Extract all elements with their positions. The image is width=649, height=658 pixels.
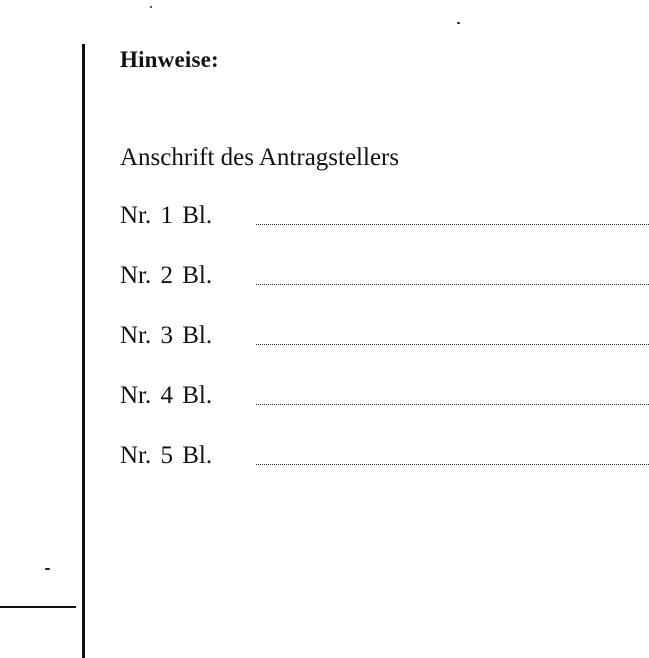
bottom-left-horizontal-rule [0, 606, 76, 608]
entry-row-3 [120, 317, 649, 377]
notes-heading: Hinweise: [120, 47, 219, 72]
dotted-fill-line[interactable] [256, 404, 649, 405]
entry-row-4 [120, 377, 649, 437]
dotted-fill-line[interactable] [256, 224, 649, 225]
entry-row-2 [120, 257, 649, 317]
dotted-fill-line[interactable] [256, 344, 649, 345]
left-vertical-rule [82, 44, 85, 658]
entry-label: Nr. 5 Bl. [120, 442, 213, 469]
entry-label: Nr. 1 Bl. [120, 202, 213, 229]
entry-label: Nr. 2 Bl. [120, 262, 213, 289]
entry-row-5 [120, 437, 649, 497]
address-entry-list [120, 197, 649, 497]
scan-speck [150, 6, 152, 8]
entry-row-1 [120, 197, 649, 257]
dotted-fill-line[interactable] [256, 464, 649, 465]
dotted-fill-line[interactable] [256, 284, 649, 285]
scan-speck [45, 568, 50, 570]
entry-label: Nr. 4 Bl. [120, 382, 213, 409]
entry-label: Nr. 3 Bl. [120, 322, 213, 349]
applicant-address-heading: Anschrift des Antragstellers [120, 144, 400, 171]
scan-speck [457, 22, 460, 24]
